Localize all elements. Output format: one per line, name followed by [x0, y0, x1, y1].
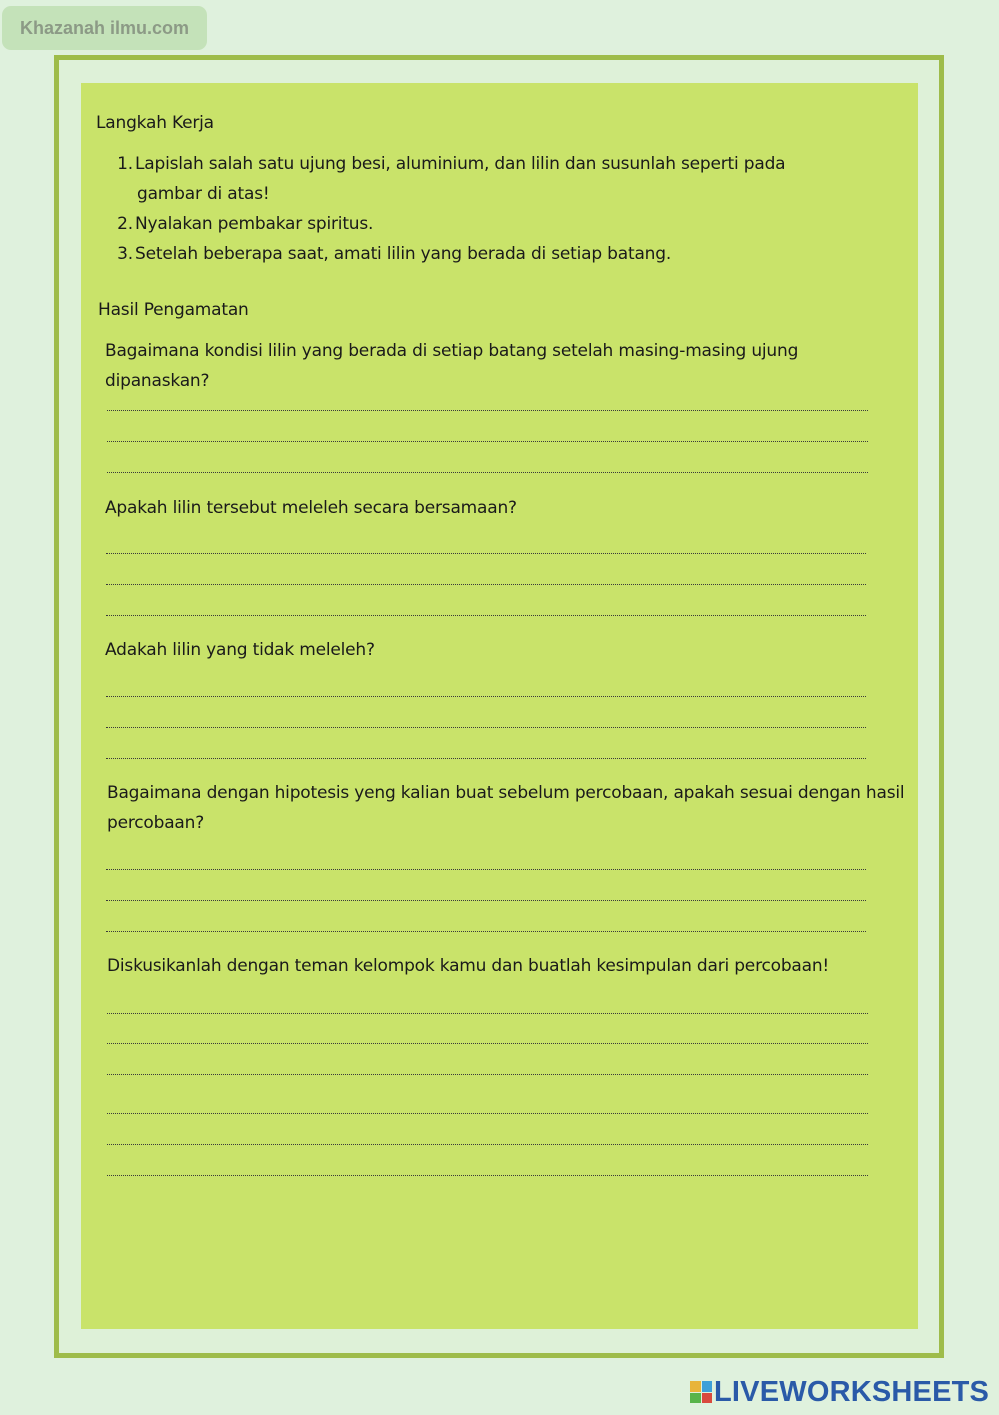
question-4-line-2: percobaan? — [107, 813, 205, 833]
step-1-text: Lapislah salah satu ujung besi, aluminium, dan lilin dan susunlah seperti pada — [135, 154, 786, 174]
answer-line-q1-1[interactable] — [107, 410, 868, 411]
step-1-number: 1. — [117, 154, 133, 174]
site-watermark — [2, 6, 207, 50]
step-2 — [117, 209, 373, 239]
liveworksheets-brand-text: LIVEWORKSHEETS — [714, 1375, 990, 1408]
step-2-number: 2. — [117, 214, 133, 234]
answer-line-q3-2[interactable] — [106, 727, 866, 728]
question-2-line-1: Apakah lilin tersebut meleleh secara bersamaan? — [105, 498, 517, 518]
answer-line-q2-2[interactable] — [106, 584, 866, 585]
answer-line-q5-5[interactable] — [107, 1144, 868, 1145]
question-1-line-1: Bagaimana kondisi lilin yang berada di setiap batang setelah masing-masing ujung — [105, 341, 799, 361]
answer-line-q4-3[interactable] — [106, 931, 866, 932]
answer-line-q5-1[interactable] — [107, 1013, 868, 1014]
question-1-line-2: dipanaskan? — [105, 371, 210, 391]
answer-line-q5-3[interactable] — [107, 1074, 868, 1075]
answer-line-q2-3[interactable] — [106, 615, 866, 616]
answer-line-q3-3[interactable] — [106, 758, 866, 759]
langkah-kerja-heading: Langkah Kerja — [96, 113, 214, 133]
step-3-number: 3. — [117, 244, 133, 264]
answer-line-q1-2[interactable] — [107, 441, 868, 442]
question-4-line-1: Bagaimana dengan hipotesis yeng kalian buat sebelum percobaan, apakah sesuai dengan hasil — [107, 783, 905, 803]
liveworksheets-logo-icon — [690, 1381, 712, 1403]
step-1-continuation: gambar di atas! — [137, 184, 270, 204]
step-2-text: Nyalakan pembakar spiritus. — [135, 214, 374, 234]
answer-line-q3-1[interactable] — [106, 696, 866, 697]
question-3-line-1: Adakah lilin yang tidak meleleh? — [105, 640, 375, 660]
step-1 — [117, 149, 785, 179]
step-3-text: Setelah beberapa saat, amati lilin yang berada di setiap batang. — [135, 244, 672, 264]
answer-line-q5-2[interactable] — [107, 1043, 868, 1044]
answer-line-q4-2[interactable] — [106, 900, 866, 901]
answer-line-q5-4[interactable] — [107, 1113, 868, 1114]
answer-line-q2-1[interactable] — [106, 553, 866, 554]
answer-line-q5-6[interactable] — [107, 1175, 868, 1176]
answer-line-q1-3[interactable] — [107, 472, 868, 473]
worksheet-sheet — [81, 83, 918, 1329]
question-5-line-1: Diskusikanlah dengan teman kelompok kamu dan buatlah kesimpulan dari percobaan! — [107, 956, 830, 976]
watermark-text: Khazanah ilmu.com — [19, 17, 190, 38]
answer-line-q4-1[interactable] — [106, 869, 866, 870]
step-3 — [117, 239, 671, 269]
liveworksheets-brand — [690, 1375, 989, 1409]
hasil-pengamatan-heading: Hasil Pengamatan — [98, 300, 249, 320]
